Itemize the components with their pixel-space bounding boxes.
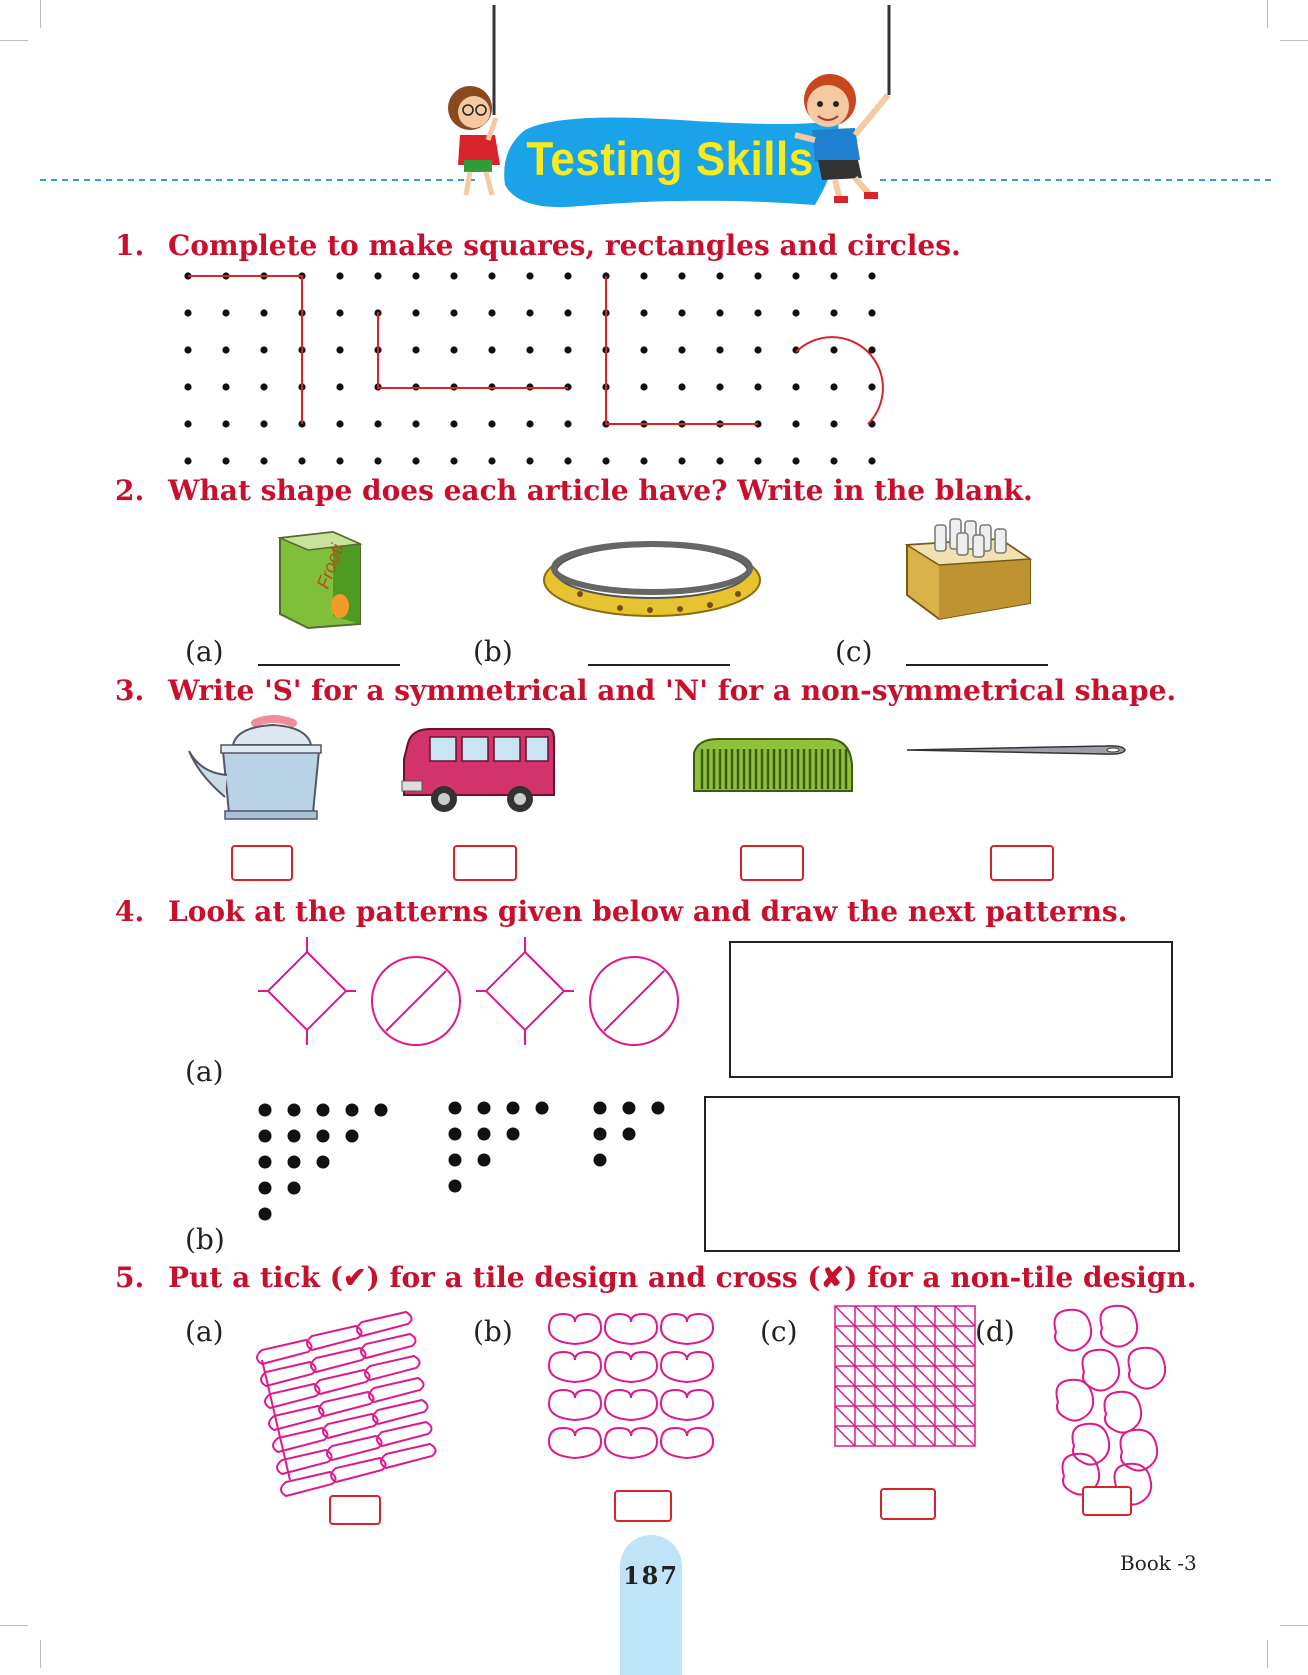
tile-blob xyxy=(1129,1348,1166,1389)
tile-diagonal xyxy=(875,1386,895,1406)
tile-heart xyxy=(605,1314,657,1344)
tile-diagonal xyxy=(915,1326,935,1346)
tile-blob xyxy=(1101,1306,1138,1347)
tile-diagonal xyxy=(895,1306,915,1326)
question-number: 1. xyxy=(115,229,145,262)
tile-leaf xyxy=(365,1356,420,1380)
pattern-label: (a) xyxy=(185,1055,224,1088)
item-label: (b) xyxy=(473,635,513,668)
tile-leaf xyxy=(311,1348,366,1372)
question-text: Complete to make squares, rectangles and circles. xyxy=(168,229,961,262)
tile-diagonal xyxy=(935,1366,955,1386)
tile-heart xyxy=(661,1428,713,1458)
tile-diagonal xyxy=(875,1406,895,1426)
tile-diagonal xyxy=(955,1366,975,1386)
item-label: (a) xyxy=(185,635,224,668)
tile-diagonal xyxy=(855,1306,875,1326)
tile-leaf xyxy=(373,1400,428,1424)
tile-heart xyxy=(549,1390,601,1420)
question-number: 3. xyxy=(115,674,145,707)
tile-diagonal xyxy=(875,1426,895,1446)
tile-diagonal xyxy=(875,1306,895,1326)
tile-diagonal xyxy=(835,1366,855,1386)
answer-box[interactable] xyxy=(329,1495,381,1525)
tile-leaf xyxy=(261,1362,316,1386)
tile-heart xyxy=(549,1314,601,1344)
tile-diagonal xyxy=(835,1426,855,1446)
tile-diagonal xyxy=(855,1366,875,1386)
tile-diagonal xyxy=(855,1406,875,1426)
tile-leaf xyxy=(327,1436,382,1460)
answer-box[interactable] xyxy=(880,1488,936,1520)
tile-diagonal xyxy=(895,1386,915,1406)
page-number: 187 xyxy=(622,1561,680,1590)
tile-diagonal xyxy=(915,1426,935,1446)
tile-diagonal xyxy=(955,1406,975,1426)
tile-heart xyxy=(549,1428,601,1458)
tile-diagonal xyxy=(855,1426,875,1446)
tile-diagonal xyxy=(895,1326,915,1346)
tile-diagonal xyxy=(915,1386,935,1406)
tile-diagonal xyxy=(915,1406,935,1426)
question-number: 2. xyxy=(115,474,145,507)
tile-diagonal xyxy=(895,1406,915,1426)
item-label: (c) xyxy=(760,1315,798,1348)
tile-design-a xyxy=(257,1312,436,1496)
tile-diagonal xyxy=(855,1346,875,1366)
item-label: (b) xyxy=(473,1315,513,1348)
tile-heart xyxy=(605,1390,657,1420)
item-label: (c) xyxy=(835,635,873,668)
tile-diagonal xyxy=(835,1306,855,1326)
question-text: What shape does each article have? Write in the blank. xyxy=(168,474,1033,507)
banner-title: Testing Skills xyxy=(526,133,814,186)
tile-diagonal xyxy=(955,1426,975,1446)
tile-heart xyxy=(605,1428,657,1458)
question-text: Write 'S' for a symmetrical and 'N' for a non-symmetrical shape. xyxy=(168,674,1177,707)
tile-diagonal xyxy=(955,1346,975,1366)
tile-leaf xyxy=(369,1378,424,1402)
tile-design-c xyxy=(835,1306,975,1446)
tile-heart xyxy=(549,1352,601,1382)
tile-leaf xyxy=(361,1334,416,1358)
tile-diagonal xyxy=(835,1406,855,1426)
item-label: (d) xyxy=(975,1315,1015,1348)
tile-blob xyxy=(1073,1424,1110,1465)
question-text: Look at the patterns given below and draw the next patterns. xyxy=(168,895,1128,928)
crop-mark xyxy=(1280,1625,1308,1626)
tile-leaf xyxy=(323,1414,378,1438)
tile-diagonal xyxy=(935,1386,955,1406)
tile-blob xyxy=(1057,1380,1094,1421)
tile-diagonal xyxy=(935,1406,955,1426)
tile-diagonal xyxy=(835,1326,855,1346)
tile-blob xyxy=(1055,1310,1092,1351)
book-label: Book -3 xyxy=(1120,1551,1197,1575)
tile-diagonal xyxy=(855,1326,875,1346)
tile-diagonal xyxy=(915,1346,935,1366)
tile-heart xyxy=(661,1352,713,1382)
tile-diagonal xyxy=(935,1426,955,1446)
tile-heart xyxy=(605,1352,657,1382)
tile-diagonal xyxy=(955,1306,975,1326)
tile-diagonal xyxy=(935,1326,955,1346)
tile-leaf xyxy=(257,1340,312,1364)
question-text: Put a tick (✔) for a tile design and cross (✘) for a non-tile design. xyxy=(168,1261,1197,1294)
tile-leaf xyxy=(307,1326,362,1350)
tile-heart xyxy=(661,1390,713,1420)
tile-leaf xyxy=(381,1444,436,1468)
tile-diagonal xyxy=(895,1426,915,1446)
answer-box[interactable] xyxy=(614,1490,672,1522)
tile-design-b xyxy=(549,1314,713,1458)
question-number: 4. xyxy=(115,895,145,928)
tile-diagonal xyxy=(895,1366,915,1386)
tile-diagonal xyxy=(955,1386,975,1406)
tile-leaf xyxy=(357,1312,412,1336)
item-label: (a) xyxy=(185,1315,224,1348)
tile-diagonal xyxy=(875,1366,895,1386)
tile-diagonal xyxy=(915,1306,935,1326)
crop-mark xyxy=(40,1640,41,1668)
answer-box[interactable] xyxy=(1082,1486,1132,1516)
pattern-label: (b) xyxy=(185,1223,225,1256)
tile-diagonal xyxy=(955,1326,975,1346)
tile-diagonal xyxy=(875,1326,895,1346)
crop-mark xyxy=(1267,1640,1268,1668)
tile-leaf xyxy=(377,1422,432,1446)
frooti-label: Frooti xyxy=(312,541,348,592)
tile-diagonal xyxy=(895,1346,915,1366)
tile-diagonal xyxy=(855,1386,875,1406)
tile-leaf xyxy=(315,1370,370,1394)
tile-diagonal xyxy=(915,1366,935,1386)
tile-diagonal xyxy=(835,1346,855,1366)
tile-diagonal xyxy=(835,1386,855,1406)
tile-leaf xyxy=(331,1458,386,1482)
crop-mark xyxy=(0,1625,28,1626)
page-number-tab xyxy=(620,1535,682,1675)
question-number: 5. xyxy=(115,1261,145,1294)
tile-blob xyxy=(1105,1392,1142,1433)
tile-diagonal xyxy=(935,1306,955,1326)
tile-design-d xyxy=(1055,1306,1166,1505)
tile-heart xyxy=(661,1314,713,1344)
tile-leaf xyxy=(319,1392,374,1416)
tile-diagonal xyxy=(935,1346,955,1366)
tile-diagonal xyxy=(875,1346,895,1366)
